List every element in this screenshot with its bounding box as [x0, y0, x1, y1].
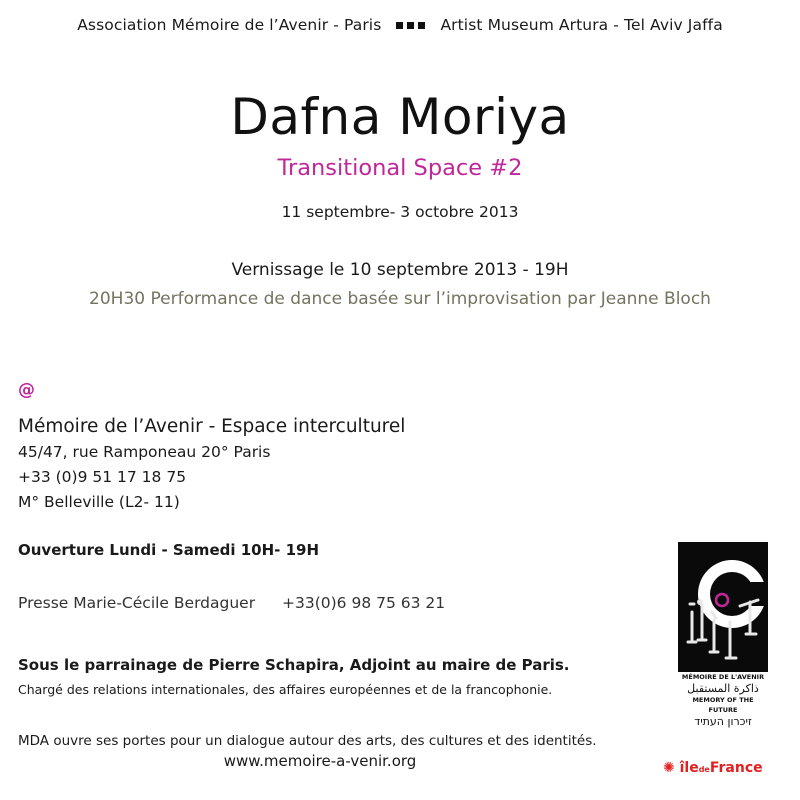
exhibition-dates: 11 septembre- 3 octobre 2013 [281, 203, 519, 221]
press-label: Presse Marie-Cécile Berdaguer [18, 594, 256, 612]
region-france: France [709, 760, 763, 776]
separator-squares-icon [394, 16, 427, 34]
vernissage-line: Vernissage le 10 septembre 2013 - 19H [231, 260, 569, 280]
region-de: de [698, 765, 710, 774]
figures-logo-icon [678, 542, 768, 672]
opening-hours: Ouverture Lundi - Samedi 10H- 19H [18, 541, 320, 559]
logo-text-ar: ذاكرة المستقبل [687, 682, 759, 695]
closing-statement: MDA ouvre ses portes pour un dialogue autour des arts, des cultures et des identités. [18, 733, 597, 749]
press-contact [18, 594, 445, 612]
memoire-avenir-logo [678, 542, 768, 728]
artist-name: Dafna Moriya [230, 88, 570, 146]
logo-text-fr: MÉMOIRE DE L'AVENIR [681, 673, 765, 681]
header-left: Association Mémoire de l’Avenir - Paris [77, 16, 382, 34]
venue-metro: M° Belleville (L2- 11) [18, 493, 180, 511]
venue-address: 45/47, rue Ramponeau 20° Paris [18, 443, 271, 461]
region-ile: île [679, 760, 699, 776]
venue-name: Mémoire de l’Avenir - Espace interculturel [18, 416, 406, 437]
header-line [0, 16, 800, 34]
logo-text-he: זיכרון העתיד [694, 715, 752, 728]
at-symbol: @ [18, 380, 35, 400]
exhibition-title: Transitional Space #2 [277, 155, 523, 181]
ile-de-france-logo [663, 760, 763, 776]
patronage-line: Sous le parrainage de Pierre Schapira, Adjoint au maire de Paris. [18, 656, 570, 674]
performance-line: 20H30 Performance de dance basée sur l’improvisation par Jeanne Bloch [89, 289, 711, 309]
website-link[interactable]: www.memoire-a-venir.org [223, 752, 417, 770]
venue-phone: +33 (0)9 51 17 18 75 [18, 468, 187, 486]
star-icon: ✺ [663, 760, 675, 776]
header-right: Artist Museum Artura - Tel Aviv Jaffa [440, 16, 723, 34]
logo-text-en: MEMORY OF THE FUTURE [692, 696, 754, 714]
patronage-role: Chargé des relations internationales, des affaires européennes et de la francophonie. [18, 682, 553, 697]
press-phone: +33(0)6 98 75 63 21 [282, 594, 446, 612]
